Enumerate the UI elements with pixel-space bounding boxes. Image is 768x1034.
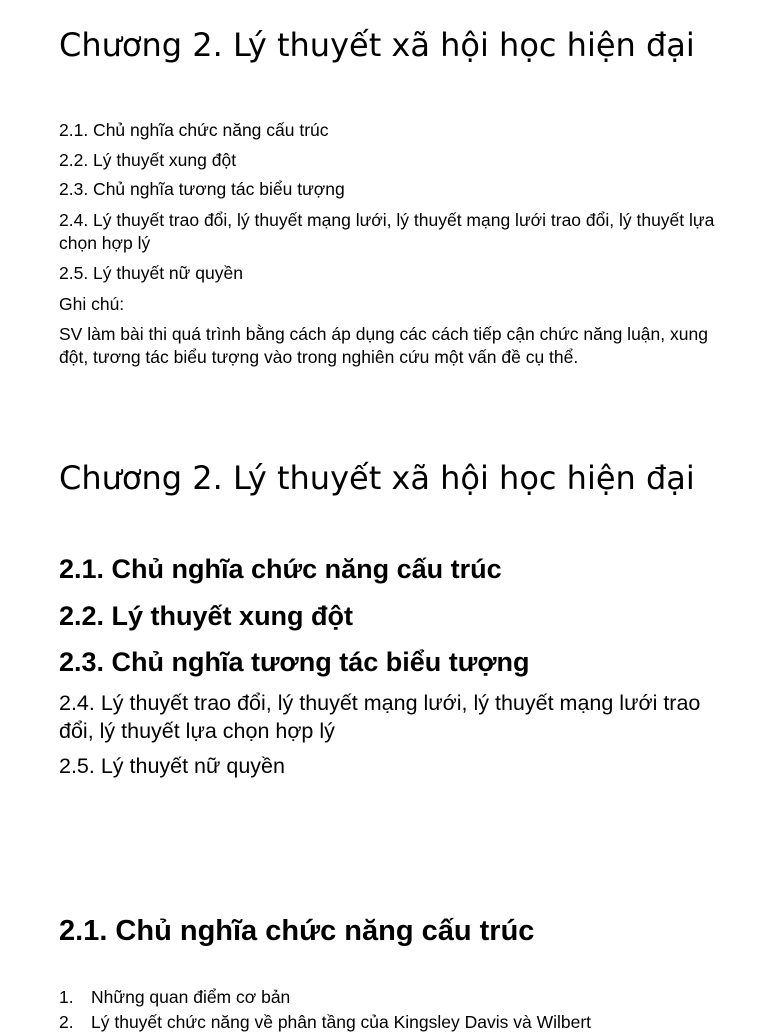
note-text: SV làm bài thi quá trình bằng cách áp dụng các cách tiếp cận chức năng luận, xung đột, tương tác biểu tượng vào trong nghiên cứu một vấn đề cụ thể. (59, 324, 708, 367)
section-item: 2.4. Lý thuyết trao đổi, lý thuyết mạng lưới, lý thuyết mạng lưới trao đổi, lý thuyết lựa chọn hợp lý (59, 691, 701, 743)
toc-item: 2.5. Lý thuyết nữ quyền (59, 263, 243, 283)
section-heading: 2.3. Chủ nghĩa tương tác biểu tượng (59, 647, 530, 677)
list-item (59, 1011, 719, 1034)
toc-item: 2.2. Lý thuyết xung đột (59, 150, 237, 170)
list-text: Lý thuyết chức năng về phân tầng của Kingsley Davis và Wilbert (91, 1012, 592, 1032)
note-label: Ghi chú: (59, 294, 125, 314)
toc-item: 2.3. Chủ nghĩa tương tác biểu tượng (59, 179, 345, 199)
toc-item: 2.1. Chủ nghĩa chức năng cấu trúc (59, 120, 329, 140)
section-item: 2.5. Lý thuyết nữ quyền (59, 754, 285, 778)
section-heading: 2.2. Lý thuyết xung đột (59, 601, 354, 631)
toc-item: 2.4. Lý thuyết trao đổi, lý thuyết mạng lưới, lý thuyết mạng lưới trao đổi, lý thuyết lựa chọn hợp lý (59, 210, 715, 253)
list-number: 2. (59, 1012, 74, 1032)
section-title: 2.1. Chủ nghĩa chức năng cấu trúc (59, 915, 535, 947)
chapter-title: Chương 2. Lý thuyết xã hội học hiện đại (59, 26, 695, 64)
list-item (59, 986, 719, 1009)
list-number: 1. (59, 987, 74, 1007)
list-text: Những quan điểm cơ bản (91, 987, 291, 1007)
section-heading: 2.1. Chủ nghĩa chức năng cấu trúc (59, 554, 502, 584)
chapter-title: Chương 2. Lý thuyết xã hội học hiện đại (59, 459, 695, 497)
